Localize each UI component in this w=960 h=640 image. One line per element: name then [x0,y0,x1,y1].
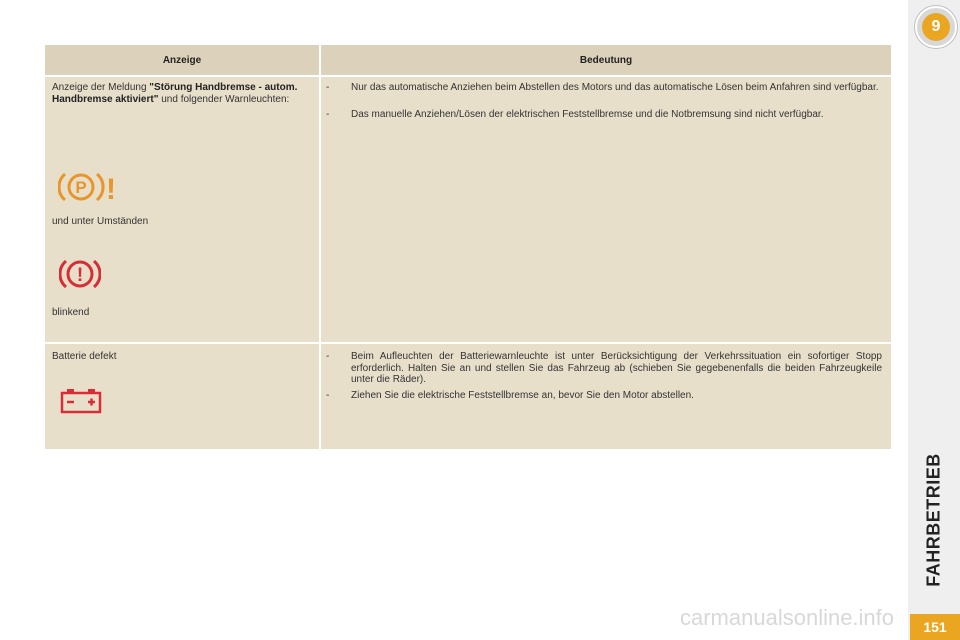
row2-label: Batterie defekt [52,351,117,362]
row1-bullet-2: - Das manuelle Anziehen/Lösen der elektrischen Feststellbremse und die Notbremsung sind nicht verfügbar. [326,109,824,120]
watermark: carmanualsonline.info [680,605,895,630]
svg-text:!: ! [106,173,116,204]
row1-caption-unter-umstaenden: und unter Umständen [52,216,149,227]
row1-caption-blinkend: blinkend [52,307,90,318]
column-header-bedeutung: Bedeutung [321,45,891,75]
row1-description: Anzeige der Meldung "Störung Handbremse - autom. Handbremse aktiviert" und folgender Warnleuchten: [52,82,298,105]
parking-brake-warning-icon [58,170,118,204]
chapter-badge [915,6,957,48]
svg-text:P: P [75,178,87,197]
svg-text:!: ! [76,265,84,286]
chapter-number: 9 [922,13,950,41]
header-divider [45,75,891,77]
page-number: 151 [910,614,960,640]
brake-warning-icon [59,257,101,291]
row1-bullet-1: - Nur das automatische Anziehen beim Abstellen des Motors und das automatische Lösen beim Anfahren sind verfügbar. [326,82,879,93]
warning-lights-table [45,45,891,449]
section-title: FAHRBETRIEB [923,453,944,587]
row2-bullet-1: - Beim Aufleuchten der Batteriewarnleuchte ist unter Berücksichtigung der Verkehrssituation ein sofortiger Stopp erforderlich. Halten Sie an und stellen Sie das Fahrzeug ab (schieben Sie gegebenenfalls die beiden Fahrzeugkeile unter die Räder). [326,351,882,385]
column-divider [319,45,321,449]
row2-bullet-2: - Ziehen Sie die elektrische Feststellbremse an, bevor Sie den Motor abstellen. [326,390,694,401]
row-divider [45,342,891,344]
battery-warning-icon [60,388,102,414]
column-header-anzeige: Anzeige [45,45,319,75]
